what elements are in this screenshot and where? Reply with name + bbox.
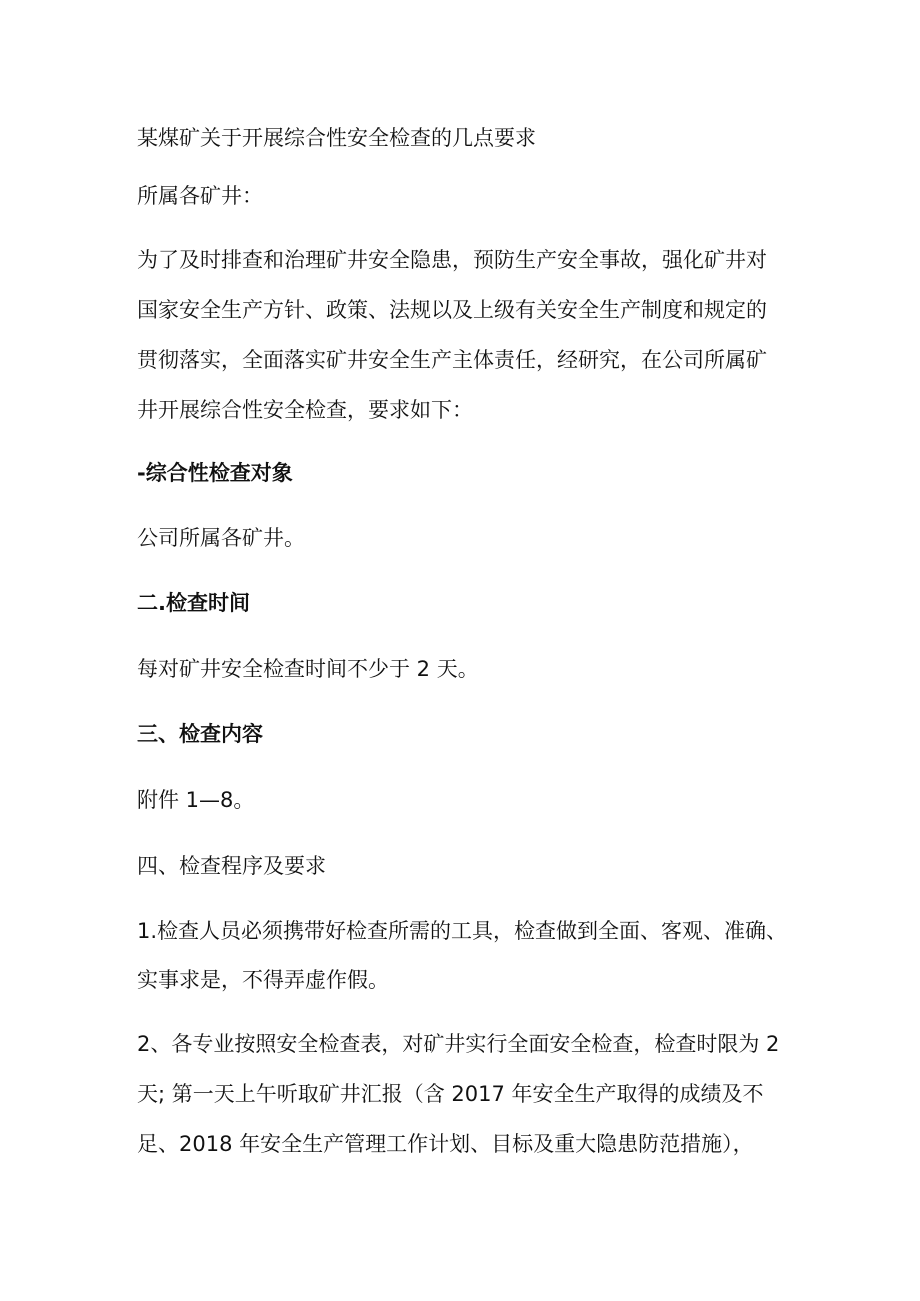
item-1-line-1: 1.检查人员必须携带好检查所需的工具，检查做到全面、客观、准确、: [137, 919, 788, 943]
intro-line-4: 井开展综合性安全检查，要求如下：: [137, 398, 473, 422]
section-1-heading: -综合性检查对象: [137, 461, 293, 485]
item-2-line-2: 天; 第一天上午听取矿井汇报（含 2017 年安全生产取得的成绩及不: [137, 1082, 764, 1106]
item-2-line-3: 足、2018 年安全生产管理工作计划、目标及重大隐患防范措施），: [137, 1132, 754, 1156]
section-3-heading: 三、检查内容: [137, 722, 263, 746]
salutation: 所属各矿井：: [137, 184, 263, 208]
section-2-body: 每对矿井安全检查时间不少于 2 天。: [137, 657, 479, 681]
section-2-heading: 二.检查时间: [137, 591, 250, 615]
section-4-heading: 四、检查程序及要求: [137, 854, 326, 878]
intro-line-1: 为了及时排查和治理矿井安全隐患，预防生产安全事故，强化矿井对: [137, 248, 767, 272]
item-1-line-2: 实事求是，不得弄虚作假。: [137, 968, 389, 992]
section-1-body: 公司所属各矿井。: [137, 526, 305, 550]
document-title: 某煤矿关于开展综合性安全检查的几点要求: [137, 126, 536, 150]
intro-line-3: 贯彻落实，全面落实矿井安全生产主体责任，经研究，在公司所属矿: [137, 348, 767, 372]
section-3-body: 附件 1—8。: [137, 788, 255, 812]
intro-line-2: 国家安全生产方针、政策、法规以及上级有关安全生产制度和规定的: [137, 298, 767, 322]
item-2-line-1: 2、各专业按照安全检查表，对矿井实行全面安全检查，检查时限为 2: [137, 1032, 780, 1056]
